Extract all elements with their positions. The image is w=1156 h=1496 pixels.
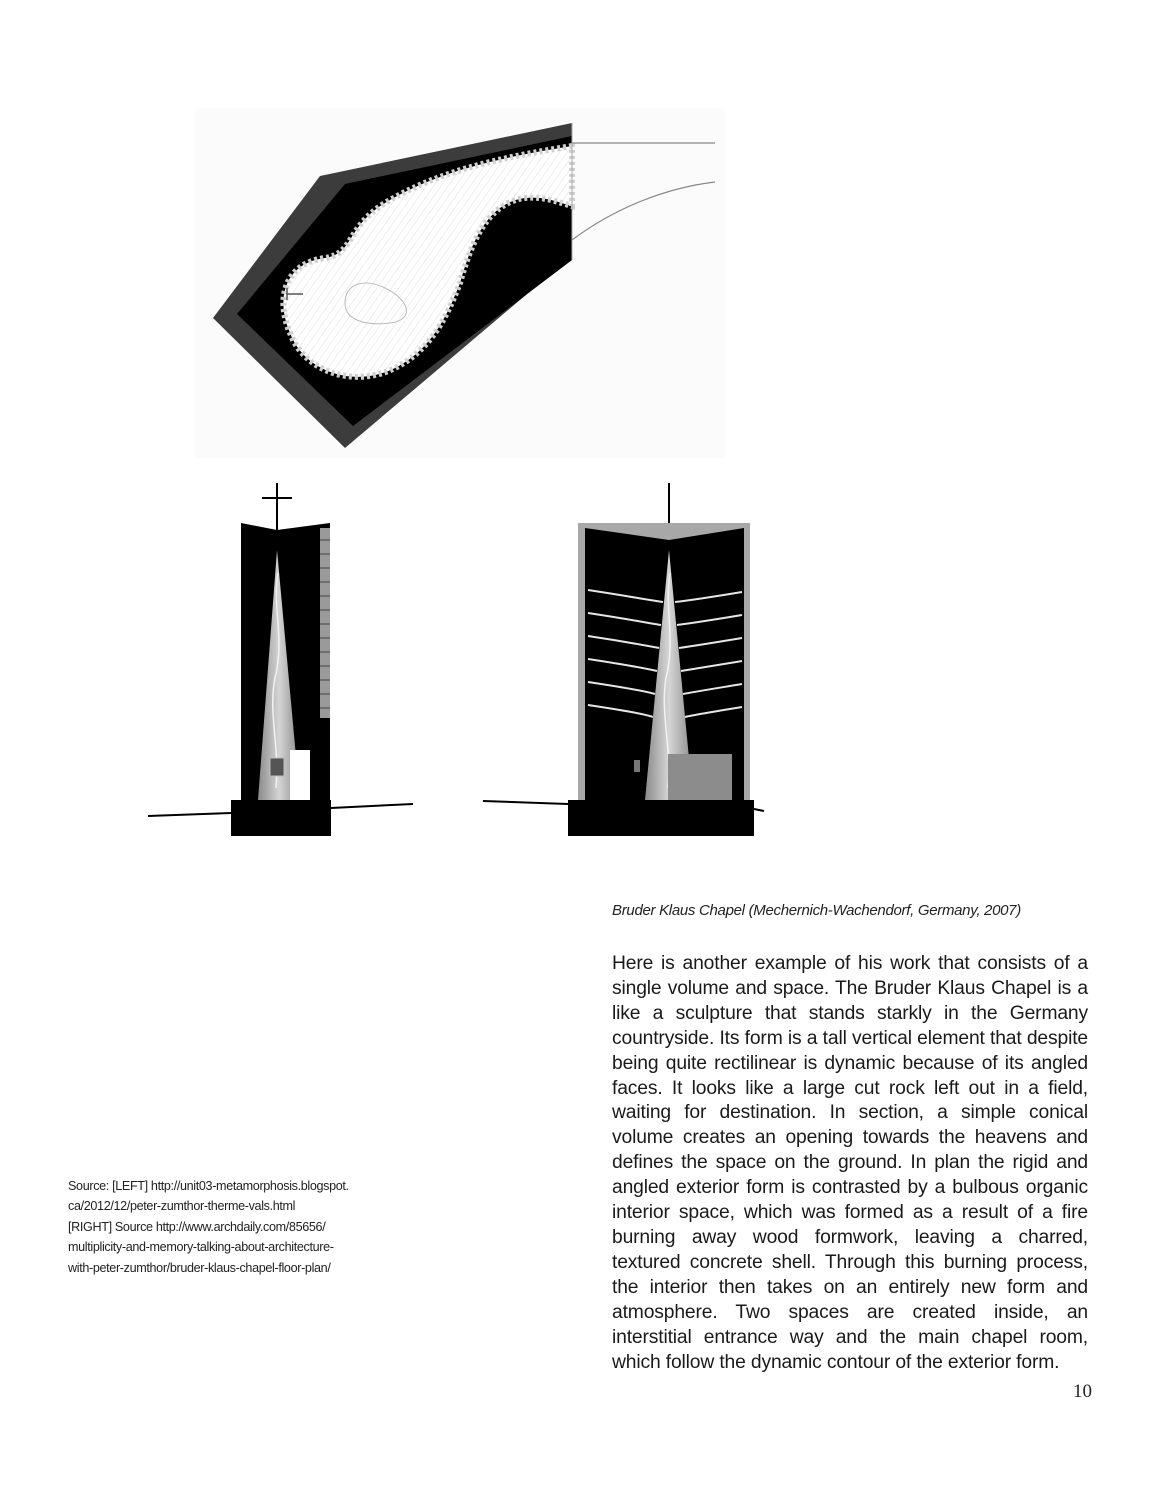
section-left-figure (140, 478, 425, 843)
right-icon-panel (634, 760, 640, 772)
right-entrance-block (668, 754, 732, 800)
left-tower-texture (320, 528, 330, 718)
image-source-citation (68, 1176, 368, 1278)
left-ground-line-east (331, 804, 413, 808)
right-ground-line-west (483, 801, 568, 804)
right-ground-line-east (754, 809, 764, 811)
left-foundation (231, 800, 331, 836)
floor-plan-figure (195, 108, 725, 458)
source-line: ca/2012/12/peter-zumthor-therme-vals.html (68, 1199, 296, 1214)
right-foundation (568, 800, 754, 836)
left-ground-line-west (148, 813, 231, 816)
source-line: Source: [LEFT] http://unit03-metamorphosis.blogspot. (68, 1179, 349, 1193)
source-line: with-peter-zumthor/bruder-klaus-chapel-floor-plan/ (68, 1260, 331, 1275)
body-paragraph: Here is another example of his work that consists of a single volume and space. The Bruder Klaus Chapel is a like a sculpture that stands starkly in the Germany countryside. Its form is a tall vertical element that despite being quite rectilinear is dynamic because of its angled faces. It looks like a large cut rock left out in a field, waiting for destination. In section, a simple conical volume creates an opening towards the heavens and defines the space on the ground. In plan the rigid and angled exterior form is contrasted by a bulbous organic interior space, which was formed as a result of a fire burning away wood formwork, leaving a charred, textured concrete shell. Through this burning process, the interior then takes on an entirely new form and atmosphere. Two spaces are created inside, an interstitial entrance way and the main chapel room, which follow the dynamic contour of the exterior form. (612, 953, 1088, 1373)
source-line: multiplicity-and-memory-talking-about-architecture- (68, 1240, 334, 1255)
section-right-figure (478, 478, 768, 843)
source-line: [RIGHT] Source http://www.archdaily.com/85656/ (68, 1219, 326, 1234)
page-number: 10 (1073, 1381, 1092, 1402)
figure-caption: Bruder Klaus Chapel (Mechernich-Wachendorf, Germany, 2007) (612, 902, 1021, 919)
left-entrance (290, 750, 310, 800)
left-icon-panel (270, 758, 284, 776)
